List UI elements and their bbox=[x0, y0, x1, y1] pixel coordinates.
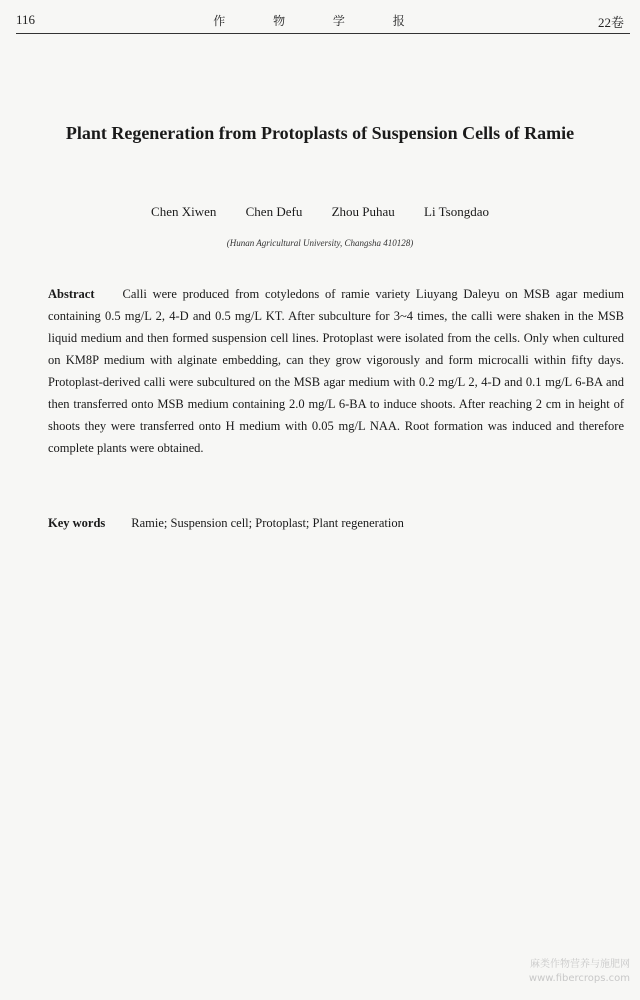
author-list bbox=[40, 204, 600, 220]
abstract bbox=[48, 283, 624, 459]
paper-title bbox=[40, 118, 600, 148]
watermark bbox=[529, 958, 630, 986]
keywords-label: Key words bbox=[48, 516, 106, 530]
watermark-line-2: www.fibercrops.com bbox=[528, 973, 630, 984]
author: Zhou Puhau bbox=[331, 204, 395, 219]
abstract-label: Abstract bbox=[48, 287, 95, 301]
volume-label: 22卷 bbox=[597, 15, 624, 30]
keywords bbox=[48, 512, 624, 534]
abstract-text: Calli were produced from cotyledons of ramie variety Liuyang Daleyu on MSB agar medium containing 0.5 mg/L 2, 4-D and 0.5 mg/L KT. After subculture for 3~4 times, the calli were shaken in the MSB liquid medium and then formed suspension cell lines. Protoplast were isolated from the cells. Only when cultured on KM8P medium with alginate embedding, can they grow vigorously and form microcalli within fifty days. Protoplast-derived calli were subcultured on the MSB agar medium with 0.2 mg/L 2, 4-D and 0.1 mg/L 6-BA and then transferred onto MSB medium containing 2.0 mg/L 6-BA to induce shoots. After reaching 2 cm in height of shoots they were transferred onto H medium with 0.05 mg/L NAA. Root formation was induced and therefore complete plants were obtained. bbox=[48, 287, 624, 455]
author: Li Tsongdao bbox=[424, 204, 489, 219]
affiliation: (Hunan Agricultural University, Changsha 410128) bbox=[226, 238, 414, 248]
keywords-text: Ramie; Suspension cell; Protoplast; Plant regeneration bbox=[131, 516, 404, 530]
header-rule bbox=[16, 33, 630, 34]
page-number: 116 bbox=[16, 12, 36, 27]
author: Chen Xiwen bbox=[151, 204, 217, 219]
paper-title-text: Plant Regeneration from Protoplasts of Suspension Cells of Ramie bbox=[65, 123, 575, 143]
running-header bbox=[16, 12, 624, 32]
watermark-line-1: 麻类作物营养与施肥网 bbox=[530, 959, 630, 970]
author: Chen Defu bbox=[245, 204, 303, 219]
journal-name: 作 物 学 报 bbox=[213, 14, 427, 28]
